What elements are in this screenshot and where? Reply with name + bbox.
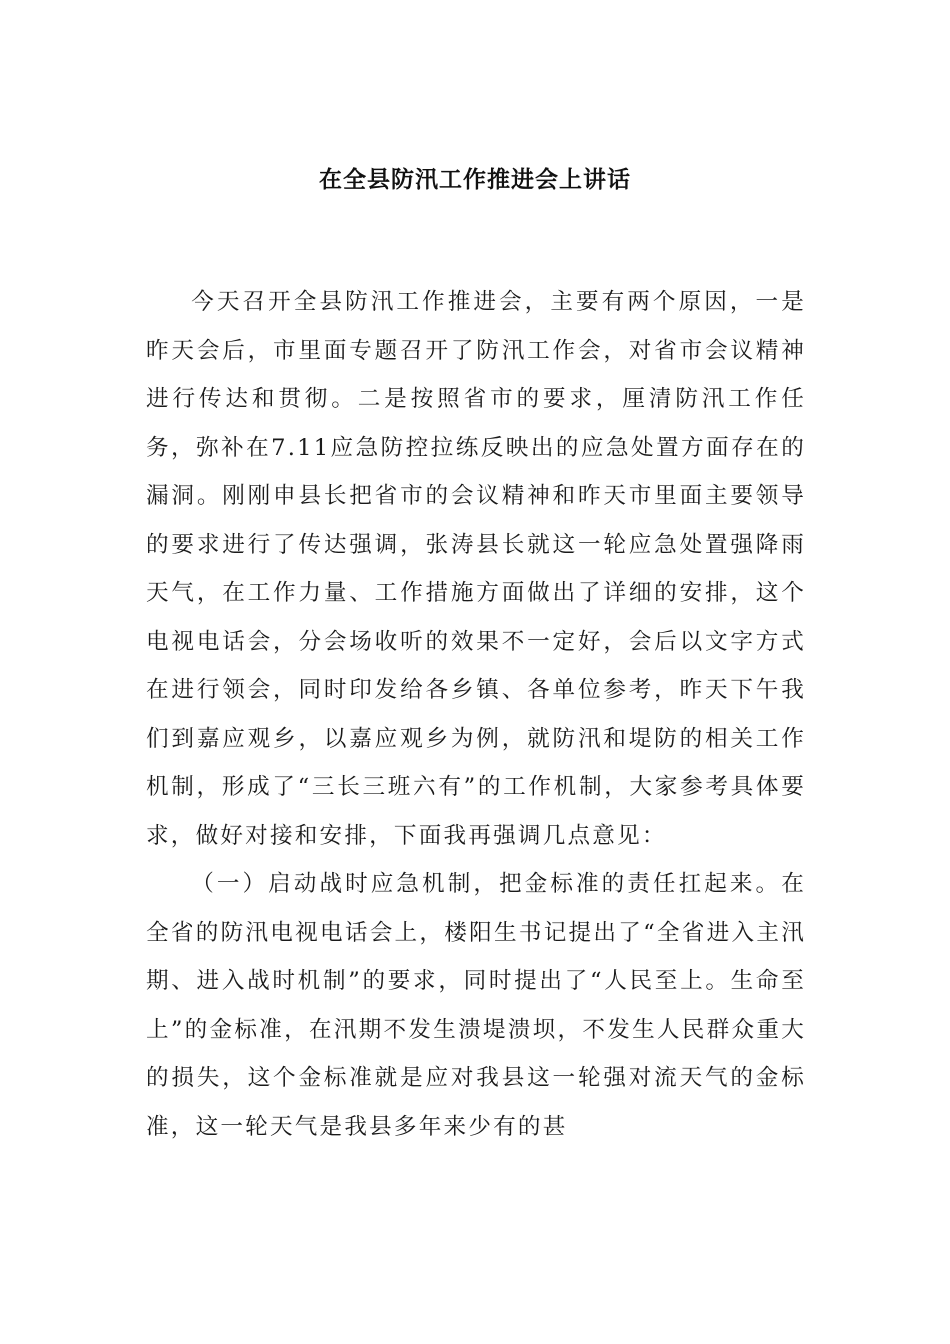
paragraph-intro: 今天召开全县防汛工作推进会，主要有两个原因，一是昨天会后，市里面专题召开了防汛工作会，对省市会议精神进行传达和贯彻。二是按照省市的要求，厘清防汛工作任务，弥补在7.11应急防控拉练反映出的应急处置方面存在的漏洞。刚刚申县长把省市的会议精神和昨天市里面主要领导的要求进行了传达强调，张涛县长就这一轮应急处置强降雨天气，在工作力量、工作措施方面做出了详细的安排，这个电视电话会，分会场收听的效果不一定好，会后以文字方式在进行领会，同时印发给各乡镇、各单位参考，昨天下午我们到嘉应观乡，以嘉应观乡为例，就防汛和堤防的相关工作机制，形成了“三长三班六有”的工作机制，大家参考具体要求，做好对接和安排，下面我再强调几点意见： (146, 289, 806, 849)
paragraph-point-one: （一）启动战时应急机制，把金标准的责任扛起来。在全省的防汛电视电话会上，楼阳生书记提出了“全省进入主汛期、进入战时机制”的要求，同时提出了“人民至上。生命至上”的金标准，在汛期不发生溃堤溃坝，不发生人民群众重大的损失，这个金标准就是应对我县这一轮强对流天气的金标准，这一轮天气是我县多年来少有的甚 (146, 871, 806, 1140)
document-title: 在全县防汛工作推进会上讲话 (319, 166, 631, 193)
document-body (146, 278, 806, 1151)
